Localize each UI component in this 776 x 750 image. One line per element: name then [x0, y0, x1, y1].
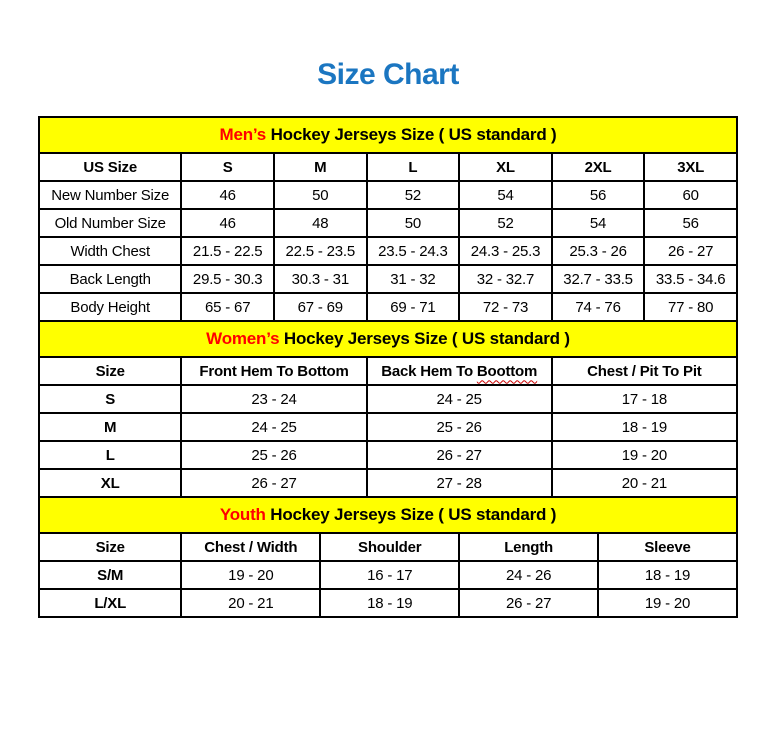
table-cell: 74 - 76: [552, 293, 645, 321]
row-label: New Number Size: [39, 181, 181, 209]
page-title: Size Chart: [317, 58, 459, 91]
banner-highlight: Women’s: [206, 329, 280, 348]
column-header: 2XL: [552, 153, 645, 181]
header-row: [39, 533, 737, 561]
table-cell: 60: [644, 181, 737, 209]
table-row: [39, 589, 737, 617]
table-cell: 30.3 - 31: [274, 265, 367, 293]
table-cell: 48: [274, 209, 367, 237]
table-row: [39, 469, 737, 497]
row-label: S/M: [39, 561, 181, 589]
table-cell: 27 - 28: [367, 469, 552, 497]
table-cell: 19 - 20: [181, 561, 320, 589]
table-cell: 54: [552, 209, 645, 237]
row-label: L/XL: [39, 589, 181, 617]
table-cell: 16 - 17: [320, 561, 459, 589]
column-header: M: [274, 153, 367, 181]
table-row: [39, 181, 737, 209]
banner-row: [39, 117, 737, 153]
table-cell: 18 - 19: [320, 589, 459, 617]
row-label: Old Number Size: [39, 209, 181, 237]
table-cell: 23.5 - 24.3: [367, 237, 460, 265]
banner-row: [39, 321, 737, 357]
column-header: Sleeve: [598, 533, 737, 561]
size-tables: [38, 116, 738, 618]
table-row: [39, 561, 737, 589]
table-cell: 18 - 19: [552, 413, 737, 441]
banner-text: Hockey Jerseys Size ( US standard ): [265, 505, 557, 524]
column-header: Chest / Pit To Pit: [552, 357, 737, 385]
table-cell: 21.5 - 22.5: [181, 237, 274, 265]
table-cell: 77 - 80: [644, 293, 737, 321]
row-label: M: [39, 413, 181, 441]
table-row: [39, 441, 737, 469]
banner-womens: [39, 321, 737, 357]
row-label: L: [39, 441, 181, 469]
banner-highlight: Youth: [219, 505, 266, 524]
column-header: S: [181, 153, 274, 181]
column-header: Length: [459, 533, 598, 561]
table-cell: 56: [644, 209, 737, 237]
banner-mens: [39, 117, 737, 153]
table-cell: 19 - 20: [598, 589, 737, 617]
table-row: [39, 265, 737, 293]
table-row: [39, 293, 737, 321]
table-cell: 25 - 26: [367, 413, 552, 441]
table-cell: 50: [274, 181, 367, 209]
size-table-youth: [38, 496, 738, 618]
table-cell: 56: [552, 181, 645, 209]
size-table-womens: [38, 320, 738, 498]
table-cell: 52: [459, 209, 552, 237]
table-cell: 67 - 69: [274, 293, 367, 321]
row-label: Width Chest: [39, 237, 181, 265]
table-cell: 22.5 - 23.5: [274, 237, 367, 265]
column-header: Shoulder: [320, 533, 459, 561]
table-cell: 46: [181, 209, 274, 237]
column-header: Chest / Width: [181, 533, 320, 561]
row-label: Back Length: [39, 265, 181, 293]
banner-text: Hockey Jerseys Size ( US standard ): [279, 329, 570, 348]
table-cell: 52: [367, 181, 460, 209]
table-cell: 26 - 27: [181, 469, 366, 497]
column-header: XL: [459, 153, 552, 181]
table-row: [39, 385, 737, 413]
table-cell: 23 - 24: [181, 385, 366, 413]
table-cell: 25.3 - 26: [552, 237, 645, 265]
column-header: Front Hem To Bottom: [181, 357, 366, 385]
table-cell: 32.7 - 33.5: [552, 265, 645, 293]
table-cell: 54: [459, 181, 552, 209]
table-cell: 26 - 27: [459, 589, 598, 617]
table-cell: 20 - 21: [552, 469, 737, 497]
size-table-mens: [38, 116, 738, 322]
table-cell: 17 - 18: [552, 385, 737, 413]
table-cell: 25 - 26: [181, 441, 366, 469]
table-cell: 50: [367, 209, 460, 237]
table-cell: 46: [181, 181, 274, 209]
table-cell: 72 - 73: [459, 293, 552, 321]
banner-highlight: Men’s: [219, 125, 267, 144]
column-header: Back Hem To Boottom: [367, 357, 552, 385]
table-cell: 29.5 - 30.3: [181, 265, 274, 293]
table-cell: 65 - 67: [181, 293, 274, 321]
table-cell: 20 - 21: [181, 589, 320, 617]
table-cell: 24 - 26: [459, 561, 598, 589]
column-header: Size: [39, 533, 181, 561]
table-row: [39, 413, 737, 441]
column-header: US Size: [39, 153, 181, 181]
row-label: XL: [39, 469, 181, 497]
table-cell: 24 - 25: [367, 385, 552, 413]
table-cell: 31 - 32: [367, 265, 460, 293]
column-header: L: [367, 153, 460, 181]
table-cell: 24.3 - 25.3: [459, 237, 552, 265]
column-header: 3XL: [644, 153, 737, 181]
banner-row: [39, 497, 737, 533]
table-cell: 33.5 - 34.6: [644, 265, 737, 293]
column-header: Size: [39, 357, 181, 385]
table-row: [39, 209, 737, 237]
table-row: [39, 237, 737, 265]
row-label: Body Height: [39, 293, 181, 321]
banner-youth: [39, 497, 737, 533]
banner-text: Hockey Jerseys Size ( US standard ): [266, 125, 557, 144]
table-cell: 18 - 19: [598, 561, 737, 589]
table-cell: 24 - 25: [181, 413, 366, 441]
table-cell: 26 - 27: [644, 237, 737, 265]
table-cell: 69 - 71: [367, 293, 460, 321]
table-cell: 26 - 27: [367, 441, 552, 469]
header-row: [39, 153, 737, 181]
row-label: S: [39, 385, 181, 413]
header-row: [39, 357, 737, 385]
table-cell: 19 - 20: [552, 441, 737, 469]
misspelled-word: Boottom: [476, 362, 538, 380]
table-cell: 32 - 32.7: [459, 265, 552, 293]
